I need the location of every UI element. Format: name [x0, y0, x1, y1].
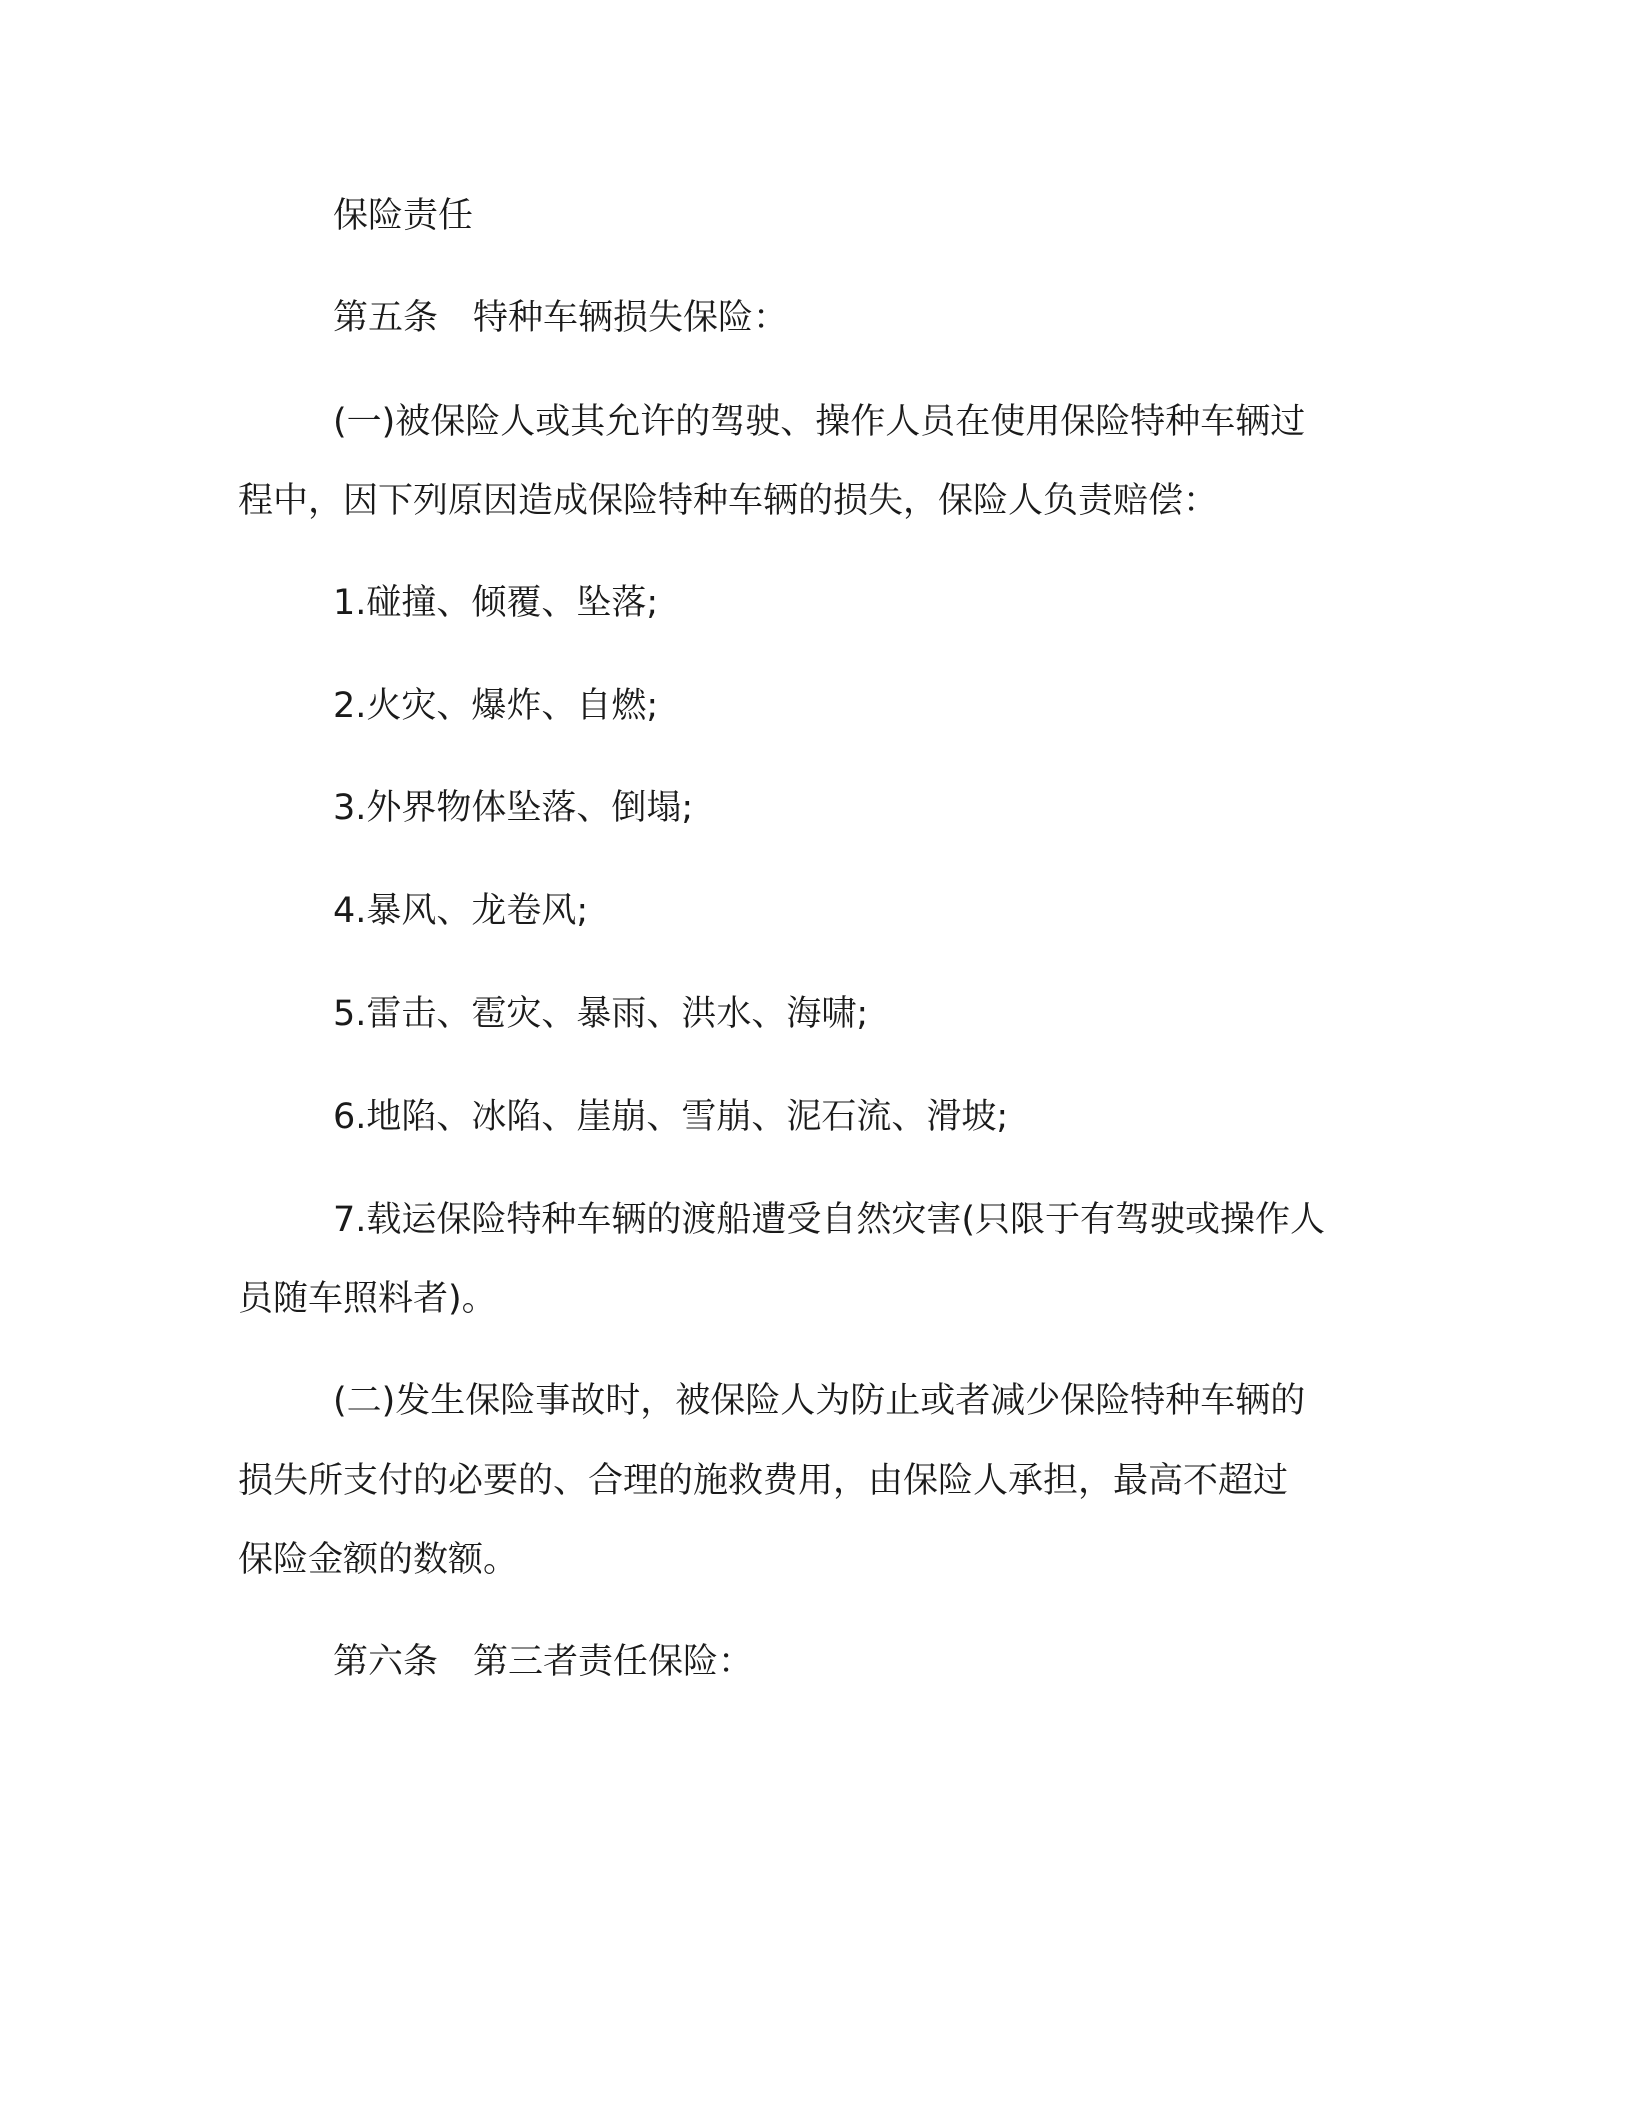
article-5-heading: 第五条 特种车辆损失保险： — [333, 298, 789, 338]
list-item: 4.暴风、龙卷风; — [333, 891, 589, 931]
paragraph-2-line-2: 损失所支付的必要的、合理的施救费用，由保险人承担，最高不超过 — [238, 1461, 1289, 1501]
list-item: 2.火灾、爆炸、自燃; — [333, 686, 659, 726]
list-item-7-line-2: 员随车照料者)。 — [238, 1279, 497, 1319]
paragraph-1-line-1: (一)被保险人或其允许的驾驶、操作人员在使用保险特种车辆过 — [333, 402, 1306, 442]
list-item-7-line-1: 7.载运保险特种车辆的渡船遭受自然灾害(只限于有驾驶或操作人 — [333, 1200, 1326, 1240]
paragraph-2-line-1: (二)发生保险事故时，被保险人为防止或者减少保险特种车辆的 — [333, 1381, 1306, 1421]
section-title: 保险责任 — [333, 196, 474, 236]
list-item: 5.雷击、雹灾、暴雨、洪水、海啸; — [333, 994, 869, 1034]
list-item: 3.外界物体坠落、倒塌; — [333, 788, 694, 828]
article-6-heading: 第六条 第三者责任保险： — [333, 1642, 754, 1682]
paragraph-2-line-3: 保险金额的数额。 — [238, 1540, 519, 1580]
paragraph-1-line-2: 程中，因下列原因造成保险特种车辆的损失，保险人负责赔偿： — [238, 481, 1219, 521]
list-item: 6.地陷、冰陷、崖崩、雪崩、泥石流、滑坡; — [333, 1097, 1009, 1137]
list-item: 1.碰撞、倾覆、坠落; — [333, 583, 659, 623]
